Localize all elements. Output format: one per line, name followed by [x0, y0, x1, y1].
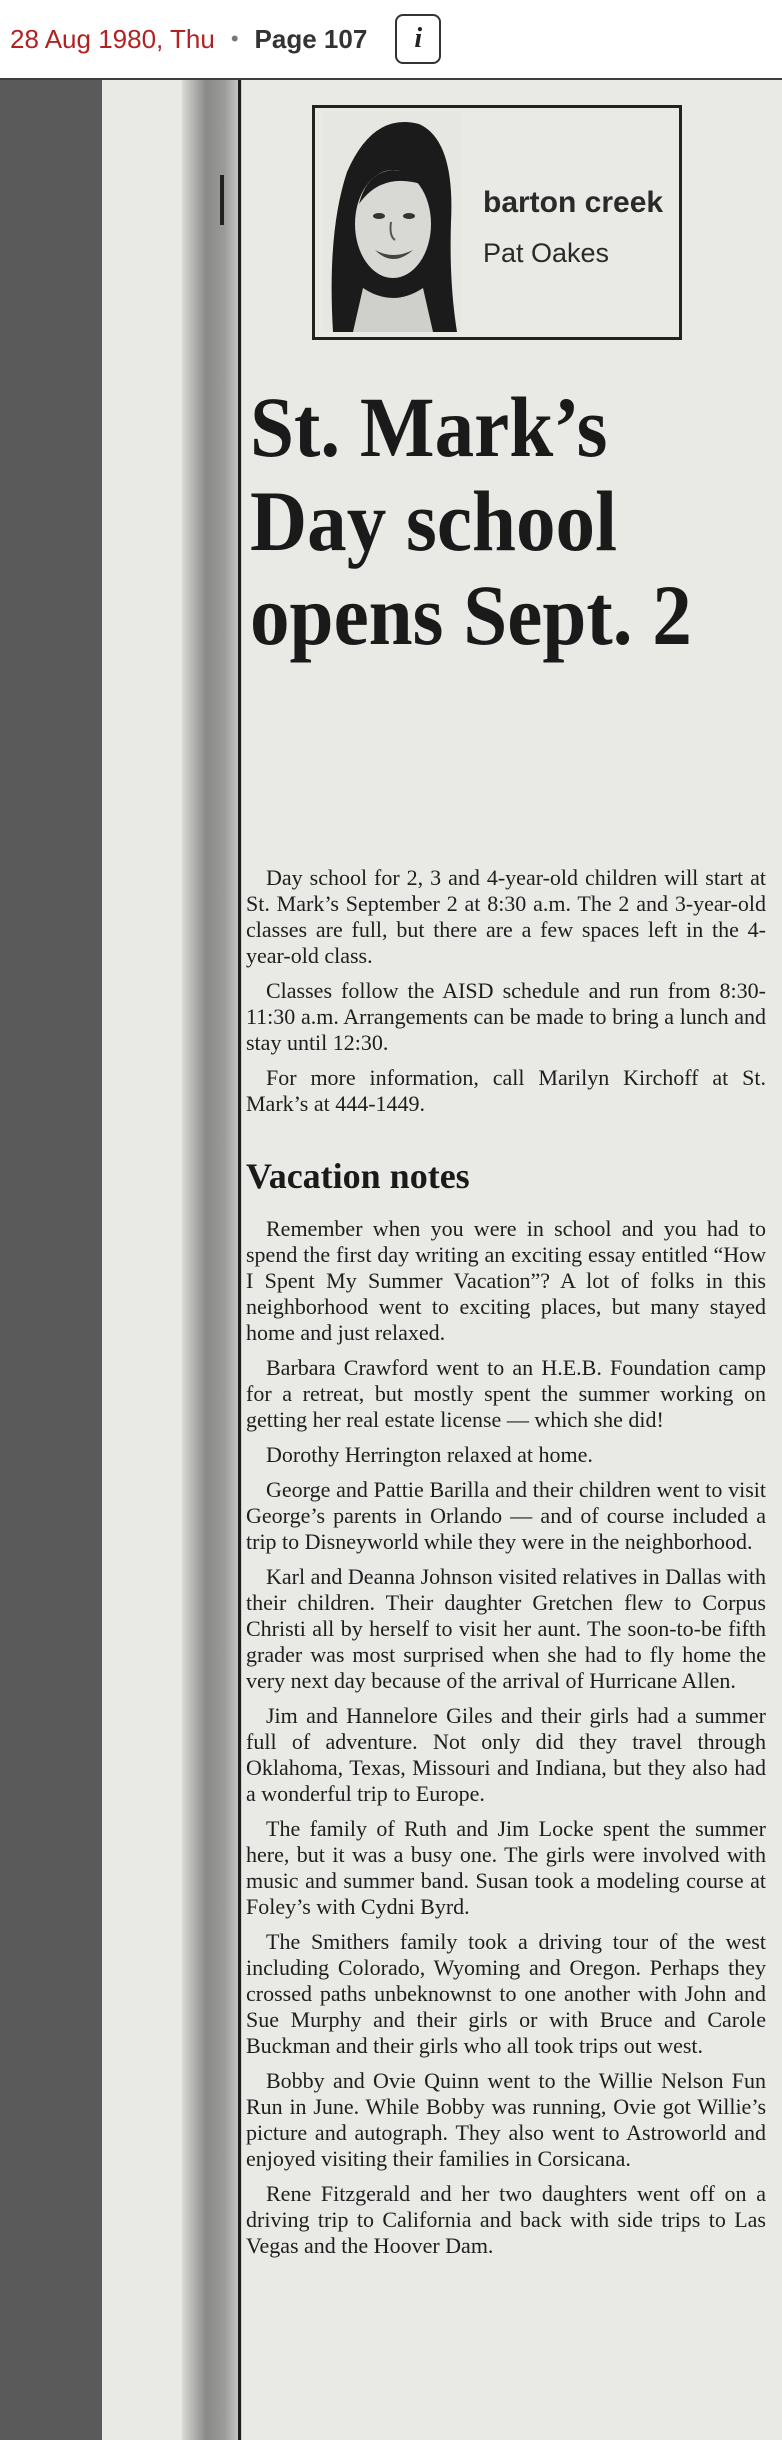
paragraph: Rene Fitzgerald and her two daughters went off on a driving trip to California and back with side trips to Las Vegas and the Hoover Dam.	[246, 2181, 766, 2258]
paragraph: Karl and Deanna Johnson visited relatives in Dallas with their children. Their daughter Gretchen flew to Corpus Christi all by herself to visit her aunt. The soon-to-be fifth grader was most surprised when she had to fly home the very next day because of the arrival of Hurricane Allen.	[246, 1564, 766, 1693]
author-name: Pat Oakes	[483, 238, 610, 268]
headline-line: opens Sept. 2	[250, 567, 692, 663]
top-toolbar	[0, 0, 782, 80]
headline	[250, 380, 728, 662]
column-title: barton creek	[483, 186, 664, 219]
author-photo	[323, 112, 461, 332]
newspaper-page[interactable]	[102, 80, 782, 2440]
info-icon: i	[414, 23, 423, 54]
paragraph: Barbara Crawford went to an H.E.B. Foundation camp for a retreat, but mostly spent the summer working on getting her real estate license — which she did!	[246, 1355, 766, 1432]
paragraph: George and Pattie Barilla and their children went to visit George’s parents in Orlando — and of course included a trip to Disneyworld while they were in the neighborhood.	[246, 1477, 766, 1554]
separator-dot: •	[230, 26, 239, 51]
vacation-text	[246, 1216, 766, 2268]
headline-line: Day school	[250, 473, 618, 569]
subhead: Vacation notes	[246, 1156, 470, 1196]
intro-text	[246, 865, 766, 1126]
paragraph: Day school for 2, 3 and 4-year-old children will start at St. Mark’s September 2 at 8:30 a.m. The 2 and 3-year-old classes are full, but there are a few spaces left in the 4-year-old class.	[246, 865, 766, 968]
paragraph: Dorothy Herrington relaxed at home.	[266, 1442, 593, 1467]
viewer-margin	[0, 80, 102, 2440]
headline-line: St. Mark’s	[250, 379, 608, 475]
issue-date[interactable]: 28 Aug 1980, Thu	[10, 23, 215, 54]
article-column	[232, 80, 766, 2440]
paragraph: Jim and Hannelore Giles and their girls had a summer full of adventure. Not only did they travel through Oklahoma, Texas, Missouri and Indiana, but they also had a wonderful trip to Europe.	[246, 1703, 766, 1806]
paragraph: For more information, call Marilyn Kirchoff at St. Mark’s at 444-1449.	[246, 1065, 766, 1116]
paragraph: Classes follow the AISD schedule and run from 8:30-11:30 a.m. Arrangements can be made to bring a lunch and stay until 12:30.	[246, 978, 766, 1055]
byline-box	[312, 105, 682, 340]
paragraph: Bobby and Ovie Quinn went to the Willie Nelson Fun Run in June. While Bobby was running, Ovie got Willie’s picture and autograph. They also went to Astroworld and enjoyed visiting their families in Corsicana.	[246, 2068, 766, 2171]
info-button[interactable]	[395, 14, 441, 64]
paragraph: The Smithers family took a driving tour of the west including Colorado, Wyoming and Oregon. Perhaps they crossed paths unbeknownst to one another with John and Sue Murphy and their girls or with Bruce and Carole Buckman and their girls who all took trips out west.	[246, 1929, 766, 2058]
paragraph: Remember when you were in school and you had to spend the first day writing an exciting essay entitled “How I Spent My Summer Vacation”? A lot of folks in this neighborhood went to exciting places, but many stayed home and just relaxed.	[246, 1216, 766, 1345]
print-mark	[220, 175, 224, 225]
page-number: Page 107	[254, 23, 368, 54]
paragraph: The family of Ruth and Jim Locke spent the summer here, but it was a busy one. The girls were involved with music and summer band. Susan took a modeling course at Foley’s with Cydni Byrd.	[246, 1816, 766, 1919]
